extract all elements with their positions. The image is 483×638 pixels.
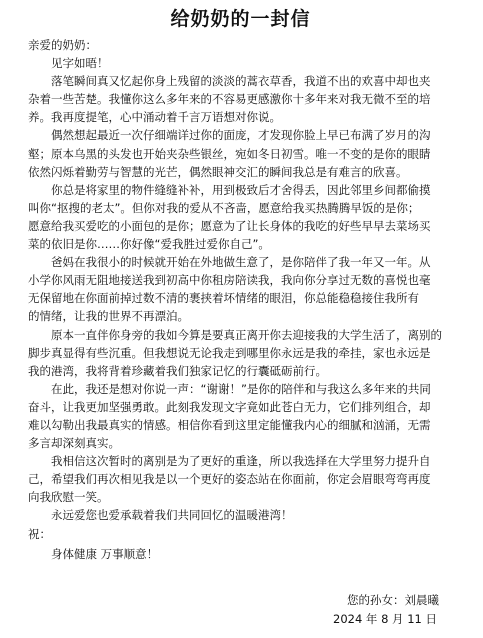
letter-body-line: 向我欣慰一笑。 <box>28 490 109 505</box>
letter-body-line: 我相信这次暂时的离别是为了更好的重逢，所以我选择在大学里努力提升自 <box>51 454 431 469</box>
letter-body-line: 叫你“抠搜的老太”。但你对我的爱从不吝啬，愿意给我买热腾腾早饭的是你； <box>28 200 420 215</box>
letter-body-line: 奋斗，让我更加坚强勇敢。此刻我发现文字竟如此苍白无力，它们排列组合，却 <box>28 399 431 414</box>
letter-body-line: 多言却深刻真实。 <box>28 436 120 451</box>
closing-label: 祝： <box>28 526 51 541</box>
letter-title: 给奶奶的一封信 <box>170 8 311 30</box>
letter-body-line: 脚步真显得有些沉重。但我想说无论我走到哪里你永远是我的牵挂，家也永远是 <box>28 345 431 360</box>
letter-body <box>28 72 453 524</box>
letter-body-line: 杂着一些苦楚。我懂你这么多年来的不容易更感激你十多年来对我无微不至的培 <box>28 92 431 107</box>
letter-body-line: 爸妈在我很小的时候就开始在外地做生意了，是你陪伴了我一年又一年。从 <box>51 255 431 270</box>
letter-body-line: 小学你风雨无阻地接送我到初高中你租房陪读我，我向你分享过无数的喜悦也毫 <box>28 273 431 288</box>
letter-body-line: 己，希望我们再次相见我是以一个更好的姿态站在你面前，你定会眉眼弯弯再度 <box>28 472 431 487</box>
letter-body-line: 原本一直伴你身旁的我如今算是要真正离开你去迎接我的大学生活了，离别的 <box>51 327 442 342</box>
letter-body-line: 你总是将家里的物件缝缝补补，用到极致后才舍得丢，因此邻里乡间都偷摸 <box>51 182 431 197</box>
letter-greeting: 亲爱的奶奶： <box>28 38 97 52</box>
letter-body-line: 壑；原本乌黑的头发也开始夹杂些银丝，宛如冬日初雪。唯一不变的是你的眼睛 <box>28 146 431 161</box>
letter-date: 2024 年 8 月 11 日 <box>333 612 437 626</box>
letter-body-line: 偶然想起最近一次仔细端详过你的面庞，才发现你脸上早已布满了岁月的沟 <box>51 128 431 143</box>
letter-body-line: 菜的依旧是你……你好像“爱我胜过爱你自己”。 <box>28 237 270 252</box>
signature-block <box>333 591 439 629</box>
letter-body-line: 养。我再度提笔，心中涌动着千言万语想对你说。 <box>28 110 281 125</box>
signature: 您的孙女：刘晨曦 <box>347 593 439 607</box>
letter-body-line: 依然闪烁着勤劳与智慧的光芒，偶然眼神交汇的瞬间我总是有难言的欣喜。 <box>28 164 408 179</box>
letter-body-line: 我的港湾，我将背着珍藏着我们独家记忆的行囊砥砺前行。 <box>28 363 327 378</box>
letter-body-line: 愿意给我买爱吃的小面包的是你；愿意为了让长身体的我吃的好些早早去菜场买 <box>28 218 431 233</box>
letter-body-line: 永远爱您也爱承载着我们共同回忆的温暖港湾！ <box>51 508 293 523</box>
letter-body-line: 在此，我还是想对你说一声：“谢谢！”是你的陪伴和与我这么多年来的共同 <box>51 381 431 396</box>
letter-body-line: 落笔瞬间真又忆起你身上残留的淡淡的蒿衣草香，我道不出的欢喜中却也夹 <box>51 74 431 89</box>
letter-body-line: 难以勾勒出我最真实的情感。相信你看到这里定能懂我内心的细腻和汹涌，无需 <box>28 417 431 432</box>
letter-body-line: 无保留地在你面前掉过数不清的裹挟着坏情绪的眼泪，你总能稳稳接住我所有 <box>28 291 419 306</box>
letter-opening: 见字如晤！ <box>51 56 109 71</box>
letter-body-line: 的情绪，让我的世界不再漂泊。 <box>28 309 189 324</box>
closing-wish: 身体健康 万事顺意！ <box>51 546 159 561</box>
